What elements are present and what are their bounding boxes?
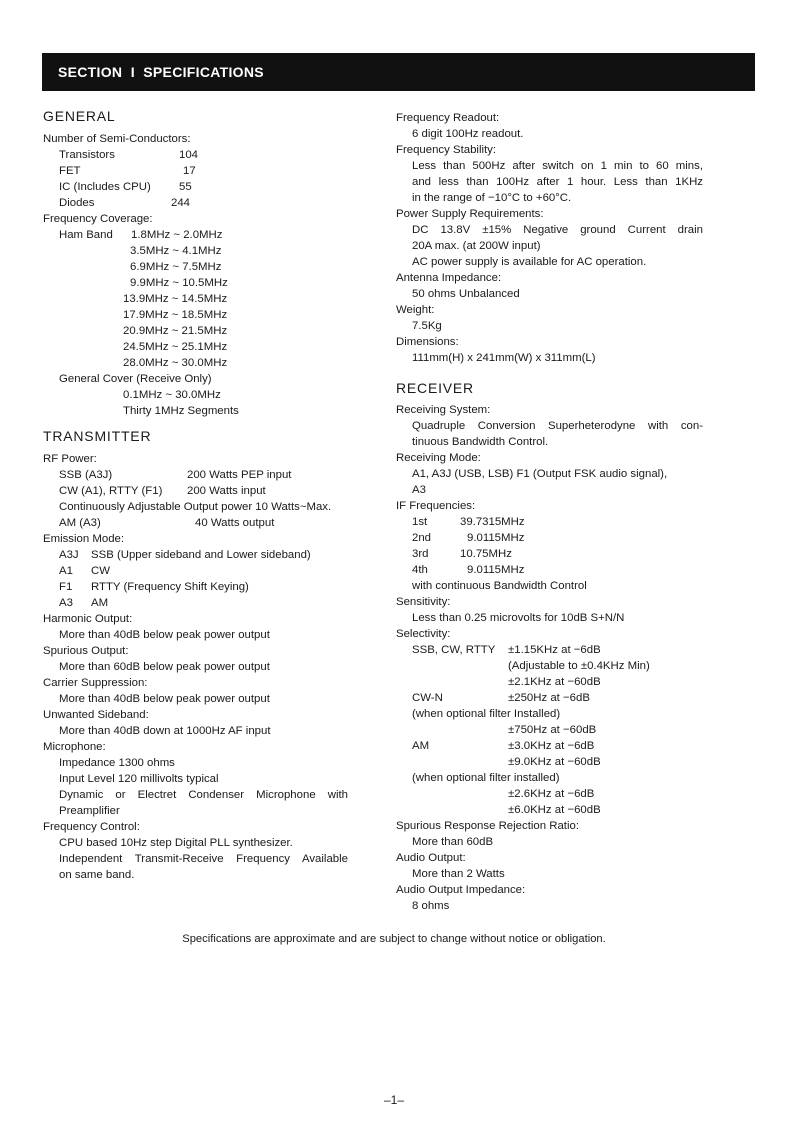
sel-am-note: (when optional filter installed) <box>412 772 560 784</box>
right-column <box>396 110 716 914</box>
rx-mode-text: A1, A3J (USB, LSB) F1 (Output FSK audio signal), A3 <box>412 468 668 496</box>
spurious-rejection-value: More than 60dB <box>412 836 494 848</box>
spurious-label: Spurious Output: <box>43 645 129 657</box>
transmitter-heading: TRANSMITTER <box>43 428 152 444</box>
sel-am-opt-6: ±2.6KHz at −6dB <box>508 788 595 800</box>
sensitivity-value: Less than 0.25 microvolts for 10dB S+N/N <box>412 612 625 624</box>
rf-am-row: AM (A3) 40 Watts output <box>59 517 275 529</box>
general-cover-label: General Cover (Receive Only) <box>59 373 212 385</box>
spurious-value: More than 60dB below peak power output <box>59 661 270 673</box>
general-cover-range: 0.1MHz ~ 30.0MHz <box>123 389 221 401</box>
semi-row-ic: IC (Includes CPU) 55 <box>59 181 192 193</box>
if-row: 2nd 9.0115MHz <box>412 532 525 544</box>
audio-output-value: More than 2 Watts <box>412 868 505 880</box>
semi-row-transistors: Transistors 104 <box>59 149 199 161</box>
audio-output-label: Audio Output: <box>396 852 466 864</box>
band-row: 17.9MHz ~ 18.5MHz <box>123 309 228 321</box>
readout-label: Frequency Readout: <box>396 112 500 124</box>
if-row: 3rd 10.75MHz <box>412 548 512 560</box>
emission-row: A3J SSB (Upper sideband and Lower sideband) <box>59 549 311 561</box>
rx-mode-label: Receiving Mode: <box>396 452 481 464</box>
band-row: 28.0MHz ~ 30.0MHz <box>123 357 228 369</box>
receiver-heading: RECEIVER <box>396 380 474 396</box>
if-row: 1st 39.7315MHz <box>412 516 525 528</box>
sel-ssb-row: SSB, CW, RTTY ±1.15KHz at −6dB <box>412 644 601 656</box>
weight-label: Weight: <box>396 304 435 316</box>
power-text: DC 13.8V ±15% Negative ground Current drain 20A max. (at 200W input) AC power supply is available for AC operation. <box>412 224 703 268</box>
harmonic-label: Harmonic Output: <box>43 613 133 625</box>
carrier-value: More than 40dB below peak power output <box>59 693 270 705</box>
mic-impedance: Impedance 1300 ohms <box>59 757 175 769</box>
semi-row-diodes: Diodes 244 <box>59 197 191 209</box>
audio-impedance-label: Audio Output Impedance: <box>396 884 526 896</box>
general-heading: GENERAL <box>43 108 116 124</box>
sel-cwn-row: CW-N ±250Hz at −6dB <box>412 692 590 704</box>
sel-ssb-60: ±2.1KHz at −60dB <box>508 676 601 688</box>
freq-control-2: Independent Transmit-Receive Frequency Available on same band. <box>59 853 348 881</box>
general-cover-segments: Thirty 1MHz Segments <box>123 405 239 417</box>
rf-cw-row: CW (A1), RTTY (F1) 200 Watts input <box>59 485 266 497</box>
band-row: 24.5MHz ~ 25.1MHz <box>123 341 228 353</box>
sel-am-row: AM ±3.0KHz at −6dB <box>412 740 595 752</box>
band-row: 20.9MHz ~ 21.5MHz <box>123 325 228 337</box>
selectivity-label: Selectivity: <box>396 628 451 640</box>
section-banner: SECTION I SPECIFICATIONS <box>42 53 755 91</box>
band-row: 6.9MHz ~ 7.5MHz <box>130 261 222 273</box>
emission-row: A1 CW <box>59 565 110 577</box>
spurious-rejection-label: Spurious Response Rejection Ratio: <box>396 820 579 832</box>
rf-ssb-row: SSB (A3J) 200 Watts PEP input <box>59 469 292 481</box>
dimensions-label: Dimensions: <box>396 336 459 348</box>
unwanted-label: Unwanted Sideband: <box>43 709 149 721</box>
mic-level: Input Level 120 millivolts typical <box>59 773 219 785</box>
weight-value: 7.5Kg <box>412 320 442 332</box>
rf-power-label: RF Power: <box>43 453 97 465</box>
sel-am-opt-60: ±6.0KHz at −60dB <box>508 804 601 816</box>
left-column <box>43 106 373 883</box>
dimensions-value: 111mm(H) x 241mm(W) x 311mm(L) <box>412 352 596 364</box>
ham-band-row: Ham Band 1.8MHz ~ 2.0MHz <box>59 229 223 241</box>
band-row: 9.9MHz ~ 10.5MHz <box>130 277 228 289</box>
readout-value: 6 digit 100Hz readout. <box>412 128 524 140</box>
stability-text: Less than 500Hz after switch on 1 min to 60 mins, and less than 100Hz after 1 hour. Less than 1KHz in the range of −10°C to +60°C. <box>412 160 703 204</box>
band-row: 3.5MHz ~ 4.1MHz <box>130 245 222 257</box>
sel-am-60: ±9.0KHz at −60dB <box>508 756 601 768</box>
microphone-label: Microphone: <box>43 741 106 753</box>
freq-control-1: CPU based 10Hz step Digital PLL synthesizer. <box>59 837 293 849</box>
sel-ssb-adjust: (Adjustable to ±0.4KHz Min) <box>508 660 650 672</box>
emission-row: A3 AM <box>59 597 109 609</box>
carrier-label: Carrier Suppression: <box>43 677 148 689</box>
if-row: 4th 9.0115MHz <box>412 564 525 576</box>
if-note: with continuous Bandwidth Control <box>412 580 587 592</box>
rf-adjustable-row: Continuously Adjustable Output power 10 Watts~Max. <box>59 501 332 513</box>
audio-impedance-value: 8 ohms <box>412 900 450 912</box>
emission-row: F1 RTTY (Frequency Shift Keying) <box>59 581 249 593</box>
antenna-label: Antenna Impedance: <box>396 272 502 284</box>
semi-row-fet: FET 17 <box>59 165 196 177</box>
freq-control-label: Frequency Control: <box>43 821 140 833</box>
power-label: Power Supply Requirements: <box>396 208 544 220</box>
band-row: 13.9MHz ~ 14.5MHz <box>123 293 228 305</box>
stability-label: Frequency Stability: <box>396 144 497 156</box>
harmonic-value: More than 40dB below peak power output <box>59 629 270 641</box>
mic-type: Dynamic or Electret Condenser Microphone with Preamplifier <box>59 789 348 817</box>
unwanted-value: More than 40dB down at 1000Hz AF input <box>59 725 271 737</box>
sel-cwn-note: (when optional filter Installed) <box>412 708 561 720</box>
if-label: IF Frequencies: <box>396 500 476 512</box>
page-number: –1– <box>383 1093 405 1107</box>
semi-label: Number of Semi-Conductors: <box>43 133 191 145</box>
sel-cwn-60: ±750Hz at −60dB <box>508 724 597 736</box>
rx-system-text: Quadruple Conversion Superheterodyne with con- tinuous Bandwidth Control. <box>412 420 703 448</box>
freq-coverage-label: Frequency Coverage: <box>43 213 153 225</box>
rx-system-label: Receiving System: <box>396 404 491 416</box>
footer-note: Specifications are approximate and are subject to change without notice or obligation. <box>182 933 606 945</box>
emission-mode-label: Emission Mode: <box>43 533 125 545</box>
antenna-value: 50 ohms Unbalanced <box>412 288 520 300</box>
sensitivity-label: Sensitivity: <box>396 596 451 608</box>
